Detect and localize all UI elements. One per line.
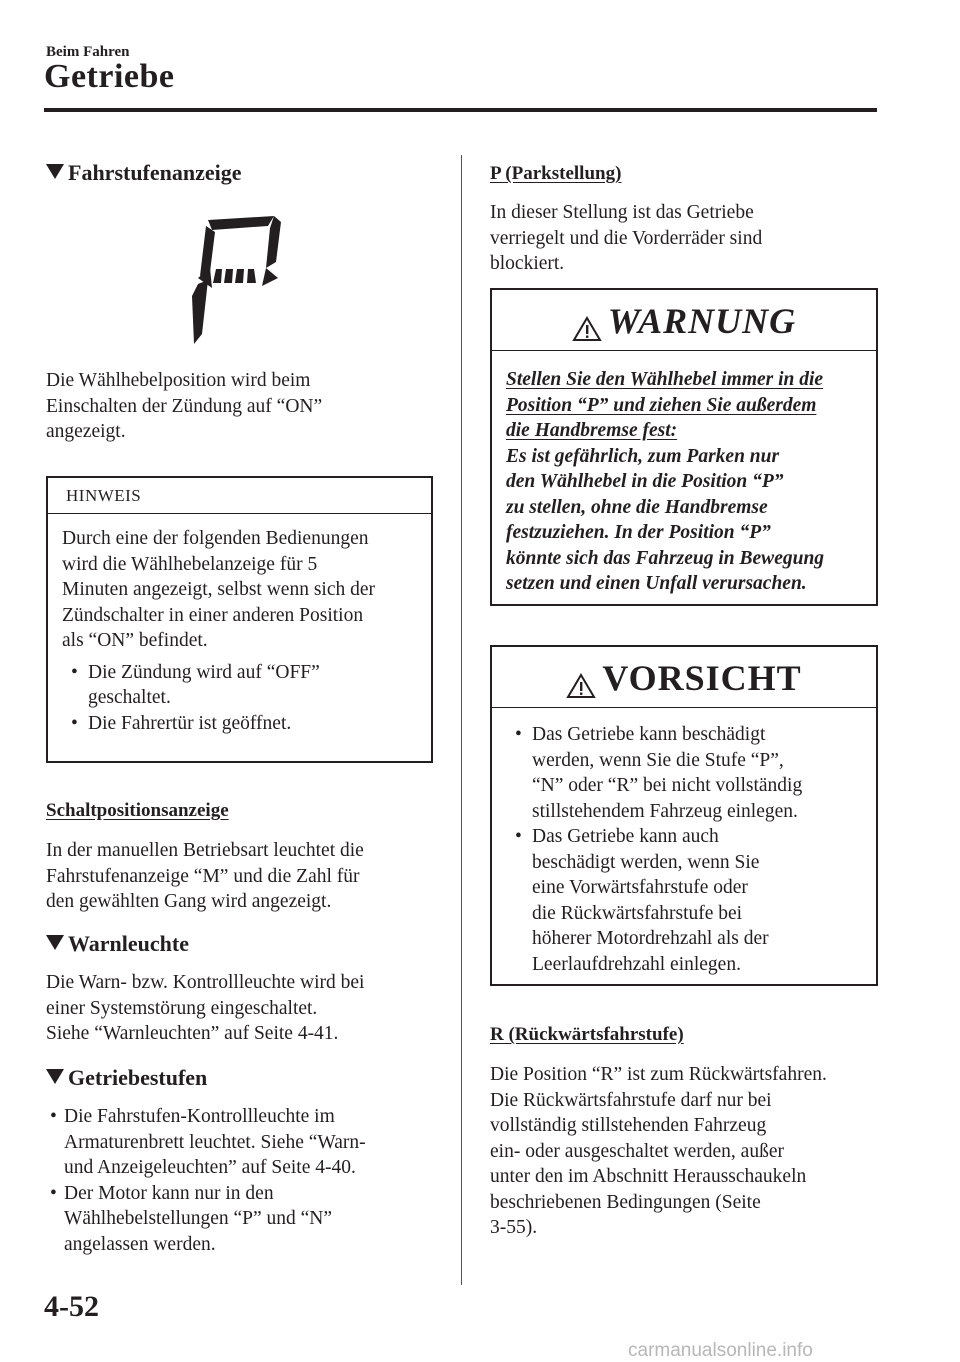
caution-title: VORSICHT (602, 658, 802, 698)
warning-title: WARNUNG (607, 301, 797, 341)
page-title: Getriebe (44, 58, 175, 95)
section-triangle-icon (46, 935, 64, 950)
note-body (48, 514, 431, 736)
shift-position-text: In der manuellen Betriebsart leuchtet die Fahrstufenanzeige “M” und die Zahl für den gewählten Gang wird angezeigt. (46, 840, 364, 912)
note-box (46, 476, 433, 763)
list-item: • Der Motor kann nur in den Wählhebelstellungen “P” und “N” angelassen werden. (50, 1182, 333, 1255)
warning-body (492, 351, 876, 597)
warning-box (490, 288, 878, 606)
list-item: • Die Fahrstufen-Kontrollleuchte im Armaturenbrett leuchtet. Siehe “Warn- und Anzeigeleuchten” auf Seite 4-40. (50, 1106, 366, 1178)
warning-line: könnte sich das Fahrzeug in Bewegung (506, 547, 825, 569)
reverse-text: Die Position “R” ist zum Rückwärtsfahren. Die Rückwärtsfahrstufe darf nur bei vollständig stillstehenden Fahrzeug ein- oder ausgeschaltet werden, außer unter den im Abschnitt Herausschaukeln beschriebenen Bedingungen (Seite 3-55). (490, 1064, 827, 1238)
gear-display-text: Die Wählhebelposition wird beim Einschalten der Zündung auf “ON” angezeigt. (46, 370, 323, 442)
note-text: Durch eine der folgenden Bedienungen wird die Wählhebelanzeige für 5 Minuten angezeigt, selbst wenn sich der Zündschalter in einer anderen Position als “ON” befindet. (62, 528, 375, 651)
section-label: Beim Fahren (46, 44, 130, 60)
warning-triangle-icon (566, 673, 596, 699)
caution-box (490, 645, 878, 986)
note-label: HINWEIS (48, 478, 431, 514)
heading-schaltpositionsanzeige: Schaltpositionsanzeige (46, 800, 229, 821)
warning-line: Position “P” und ziehen Sie außerdem (506, 394, 817, 416)
caution-body (492, 708, 876, 977)
warning-line: setzen und einen Unfall verursachen. (506, 573, 807, 594)
section-triangle-icon (46, 1069, 64, 1084)
section-triangle-icon (46, 164, 64, 179)
gears-list (46, 1104, 451, 1257)
column-divider (461, 155, 462, 1285)
note-list (62, 660, 417, 737)
warning-line: festzuziehen. In der Position “P” (506, 522, 771, 543)
page-number: 4-52 (44, 1290, 99, 1323)
heading-getriebestufen: Getriebestufen (46, 1065, 207, 1091)
caution-list (506, 722, 862, 977)
caution-header (492, 647, 876, 708)
heading-fahrstufenanzeige: Fahrstufenanzeige (46, 160, 242, 186)
warning-line: Stellen Sie den Wählhebel immer in die (506, 369, 824, 390)
list-item: • Die Fahrertür ist geöffnet. (71, 712, 292, 734)
warning-line: den Wählhebel in die Position “P” (506, 471, 784, 492)
heading-parkstellung: P (Parkstellung) (490, 163, 622, 184)
list-item: • Das Getriebe kann auch beschädigt werden, wenn Sie eine Vorwärtsfahrstufe oder die Rückwärtsfahrstufe bei höherer Motordrehzahl als der Leerlaufdrehzahl einlegen. (515, 826, 769, 975)
heading-rueckwaertsfahrstufe: R (Rückwärtsfahrstufe) (490, 1024, 684, 1045)
warning-triangle-icon (572, 316, 602, 342)
header-rule (44, 108, 877, 112)
warning-line: die Handbremse fest: (506, 420, 678, 441)
warning-line: Es ist gefährlich, zum Parken nur (506, 445, 780, 467)
list-item: • Die Zündung wird auf “OFF” geschaltet. (71, 661, 320, 708)
watermark: carmanualsonline.info (628, 1340, 813, 1361)
list-item: • Das Getriebe kann beschädigt werden, wenn Sie die Stufe “P”, “N” oder “R” bei nicht vollständig stillstehendem Fahrzeug einlegen. (515, 724, 803, 822)
gear-indicator-p-illustration (186, 206, 290, 346)
heading-warnleuchte: Warnleuchte (46, 931, 189, 957)
warning-light-text: Die Warn- bzw. Kontrollleuchte wird bei einer Systemstörung eingeschaltet. Siehe “Warnleuchten” auf Seite 4-41. (46, 972, 365, 1044)
warning-line: zu stellen, ohne die Handbremse (506, 496, 768, 518)
warning-header (492, 290, 876, 351)
park-text: In dieser Stellung ist das Getriebe verriegelt und die Vorderräder sind blockiert. (490, 202, 763, 274)
